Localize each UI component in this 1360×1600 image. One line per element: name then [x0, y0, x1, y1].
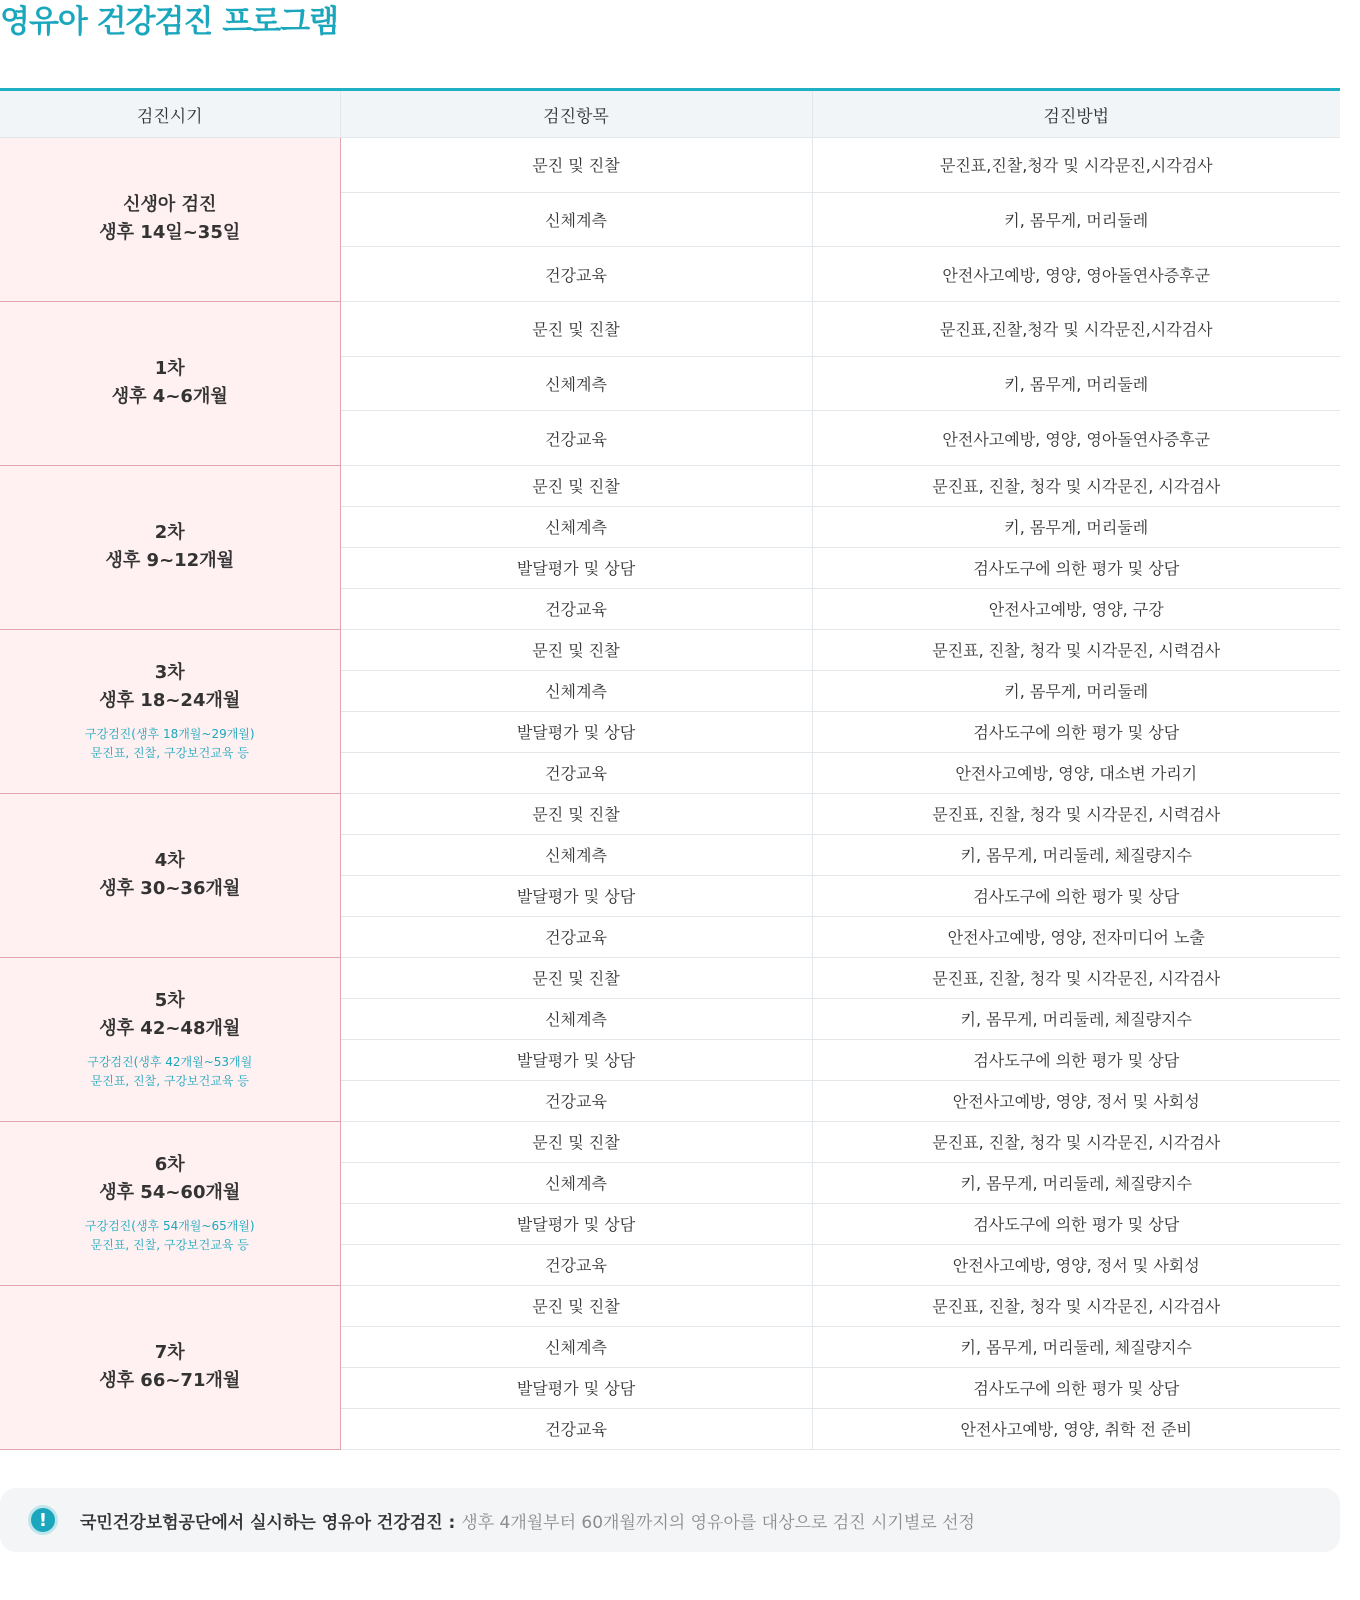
- period-age: 생후 9~12개월: [105, 550, 234, 572]
- checkup-method: 검사도구에 의한 평가 및 상담: [812, 711, 1340, 752]
- checkup-item: 문진 및 진찰: [340, 957, 812, 998]
- checkup-item: 문진 및 진찰: [340, 465, 812, 506]
- period-age: 생후 42~48개월: [99, 1018, 241, 1040]
- checkup-item: 건강교육: [340, 588, 812, 629]
- period-age: 생후 30~36개월: [99, 878, 241, 900]
- checkup-item: 건강교육: [340, 916, 812, 957]
- checkup-item: 발달평가 및 상담: [340, 1367, 812, 1408]
- checkup-item: 신체계측: [340, 506, 812, 547]
- checkup-item: 발달평가 및 상담: [340, 1203, 812, 1244]
- checkup-item: 문진 및 진찰: [340, 629, 812, 670]
- checkup-schedule-table: [0, 88, 1340, 1450]
- checkup-item: 건강교육: [340, 1244, 812, 1285]
- exclamation-icon: !: [28, 1505, 58, 1535]
- checkup-method: 안전사고예방, 영양, 전자미디어 노출: [812, 916, 1340, 957]
- period-name: 3차: [154, 662, 185, 684]
- table-row: [0, 138, 1340, 193]
- checkup-method: 안전사고예방, 영양, 취학 전 준비: [812, 1408, 1340, 1449]
- period-cell: [0, 301, 340, 465]
- header-period: 검진시기: [0, 90, 340, 138]
- checkup-method: 키, 몸무게, 머리둘레, 체질량지수: [812, 998, 1340, 1039]
- period-cell: [0, 793, 340, 957]
- checkup-item: 발달평가 및 상담: [340, 711, 812, 752]
- period-note: 문진표, 진찰, 구강보건교육 등: [90, 1074, 249, 1089]
- period-age: 생후 66~71개월: [99, 1370, 241, 1392]
- checkup-method: 문진표,진찰,청각 및 시각문진,시각검사: [812, 301, 1340, 356]
- checkup-method: 문진표, 진찰, 청각 및 시각문진, 시력검사: [812, 793, 1340, 834]
- checkup-item: 신체계측: [340, 998, 812, 1039]
- checkup-item: 발달평가 및 상담: [340, 875, 812, 916]
- checkup-method: 키, 몸무게, 머리둘레, 체질량지수: [812, 1162, 1340, 1203]
- table-row: [0, 465, 1340, 506]
- checkup-method: 안전사고예방, 영양, 구강: [812, 588, 1340, 629]
- checkup-item: 문진 및 진찰: [340, 301, 812, 356]
- checkup-item: 신체계측: [340, 1326, 812, 1367]
- period-name: 7차: [154, 1342, 185, 1364]
- period-cell: [0, 465, 340, 629]
- checkup-method: 키, 몸무게, 머리둘레: [812, 670, 1340, 711]
- period-cell: [0, 1121, 340, 1285]
- checkup-item: 문진 및 진찰: [340, 1285, 812, 1326]
- checkup-method: 안전사고예방, 영양, 정서 및 사회성: [812, 1080, 1340, 1121]
- table-row: [0, 1285, 1340, 1326]
- checkup-item: 건강교육: [340, 1080, 812, 1121]
- checkup-method: 안전사고예방, 영양, 영아돌연사증후군: [812, 247, 1340, 302]
- checkup-method: 안전사고예방, 영양, 정서 및 사회성: [812, 1244, 1340, 1285]
- table-header-row: [0, 90, 1340, 138]
- checkup-item: 건강교육: [340, 1408, 812, 1449]
- period-cell: [0, 1285, 340, 1449]
- period-name: 신생아 검진: [123, 194, 217, 216]
- checkup-method: 문진표, 진찰, 청각 및 시각문진, 시각검사: [812, 1121, 1340, 1162]
- header-method: 검진방법: [812, 90, 1340, 138]
- table-row: [0, 793, 1340, 834]
- table-row: [0, 957, 1340, 998]
- checkup-method: 키, 몸무게, 머리둘레: [812, 356, 1340, 411]
- period-cell: [0, 957, 340, 1121]
- checkup-method: 키, 몸무게, 머리둘레: [812, 506, 1340, 547]
- period-name: 6차: [154, 1154, 185, 1176]
- checkup-item: 신체계측: [340, 834, 812, 875]
- period-cell: [0, 138, 340, 302]
- checkup-method: 문진표, 진찰, 청각 및 시각문진, 시각검사: [812, 957, 1340, 998]
- checkup-item: 신체계측: [340, 356, 812, 411]
- checkup-method: 검사도구에 의한 평가 및 상담: [812, 547, 1340, 588]
- period-name: 4차: [154, 850, 185, 872]
- checkup-item: 문진 및 진찰: [340, 793, 812, 834]
- table-row: [0, 301, 1340, 356]
- checkup-item: 건강교육: [340, 411, 812, 466]
- checkup-method: 검사도구에 의한 평가 및 상담: [812, 1203, 1340, 1244]
- period-note: 문진표, 진찰, 구강보건교육 등: [90, 1238, 249, 1253]
- checkup-method: 안전사고예방, 영양, 영아돌연사증후군: [812, 411, 1340, 466]
- checkup-method: 검사도구에 의한 평가 및 상담: [812, 875, 1340, 916]
- checkup-method: 검사도구에 의한 평가 및 상담: [812, 1367, 1340, 1408]
- header-item: 검진항목: [340, 90, 812, 138]
- period-name: 2차: [154, 522, 185, 544]
- table-body: [0, 138, 1340, 1450]
- checkup-method: 문진표,진찰,청각 및 시각문진,시각검사: [812, 138, 1340, 193]
- checkup-method: 키, 몸무게, 머리둘레: [812, 192, 1340, 247]
- checkup-item: 신체계측: [340, 1162, 812, 1203]
- period-age: 생후 54~60개월: [99, 1182, 241, 1204]
- period-age: 생후 4~6개월: [111, 386, 228, 408]
- checkup-item: 건강교육: [340, 247, 812, 302]
- notice-strong: 국민건강보험공단에서 실시하는 영유아 건강검진 :: [80, 1512, 462, 1533]
- notice-detail: 생후 4개월부터 60개월까지의 영유아를 대상으로 검진 시기별로 선정: [461, 1512, 975, 1533]
- checkup-item: 문진 및 진찰: [340, 138, 812, 193]
- period-age: 생후 14일~35일: [99, 222, 241, 244]
- checkup-item: 건강교육: [340, 752, 812, 793]
- period-note: 구강검진(생후 18개월~29개월): [84, 727, 255, 742]
- checkup-method: 키, 몸무게, 머리둘레, 체질량지수: [812, 834, 1340, 875]
- period-name: 1차: [154, 358, 185, 380]
- checkup-method: 안전사고예방, 영양, 대소변 가리기: [812, 752, 1340, 793]
- table-row: [0, 1121, 1340, 1162]
- checkup-method: 문진표, 진찰, 청각 및 시각문진, 시각검사: [812, 1285, 1340, 1326]
- period-note: 구강검진(생후 54개월~65개월): [84, 1219, 255, 1234]
- checkup-item: 문진 및 진찰: [340, 1121, 812, 1162]
- period-age: 생후 18~24개월: [99, 690, 241, 712]
- notice-text: [80, 1508, 975, 1533]
- period-note: 구강검진(생후 42개월~53개월: [87, 1055, 253, 1070]
- table-row: [0, 629, 1340, 670]
- checkup-method: 문진표, 진찰, 청각 및 시각문진, 시력검사: [812, 629, 1340, 670]
- checkup-item: 발달평가 및 상담: [340, 547, 812, 588]
- period-note: 문진표, 진찰, 구강보건교육 등: [90, 746, 249, 761]
- page-title: 영유아 건강검진 프로그램: [0, 4, 338, 40]
- checkup-item: 신체계측: [340, 670, 812, 711]
- checkup-method: 문진표, 진찰, 청각 및 시각문진, 시각검사: [812, 465, 1340, 506]
- checkup-method: 검사도구에 의한 평가 및 상담: [812, 1039, 1340, 1080]
- period-name: 5차: [154, 990, 185, 1012]
- period-cell: [0, 629, 340, 793]
- notice-box: [0, 1488, 1340, 1552]
- checkup-item: 신체계측: [340, 192, 812, 247]
- checkup-method: 키, 몸무게, 머리둘레, 체질량지수: [812, 1326, 1340, 1367]
- checkup-item: 발달평가 및 상담: [340, 1039, 812, 1080]
